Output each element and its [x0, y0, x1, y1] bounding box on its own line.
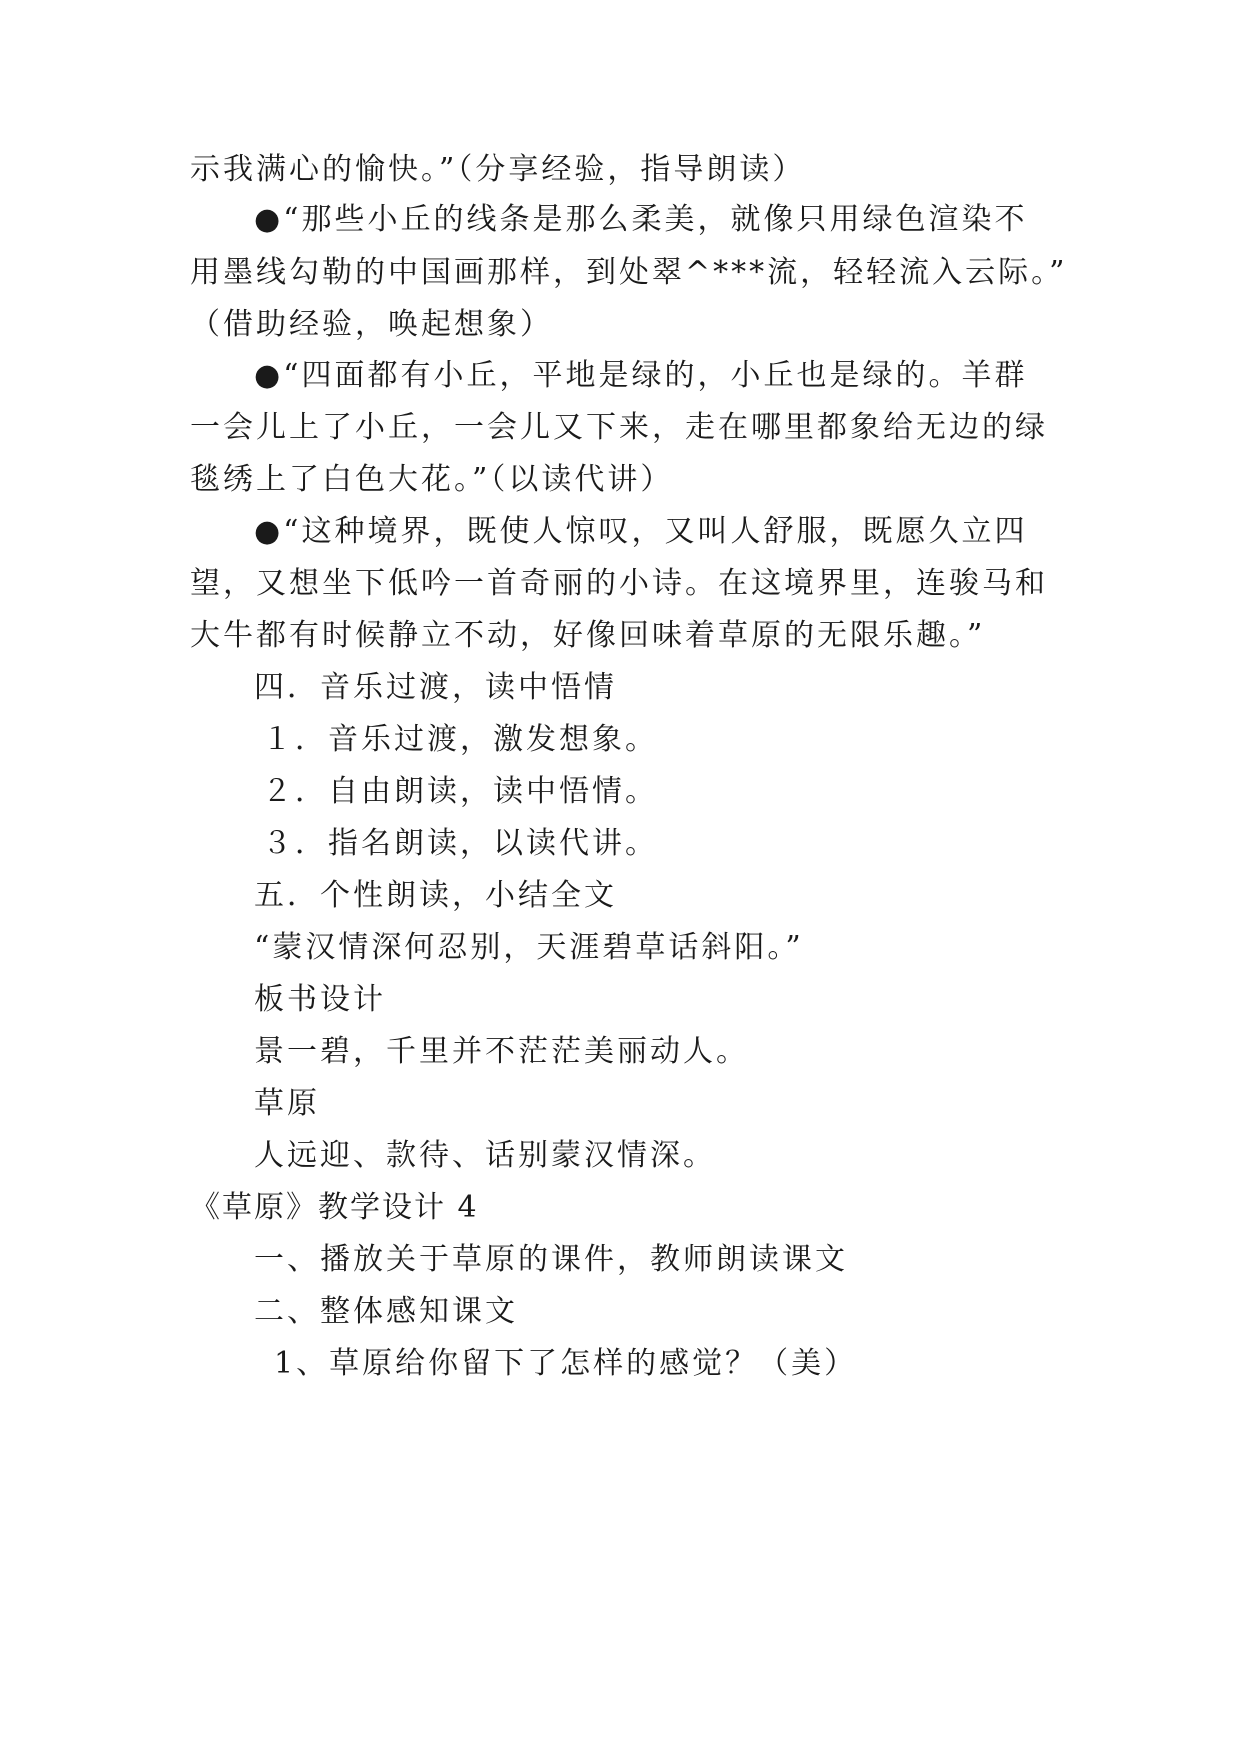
document-title: 《草原》教学设计 4 — [190, 1190, 479, 1225]
section-heading: 一、播放关于草原的课件，教师朗读课文 — [254, 1242, 848, 1277]
text-line: 毯绣上了白色大花。”（以读代讲） — [190, 462, 674, 497]
text-line: ●“四面都有小丘，平地是绿的，小丘也是绿的。羊群 — [254, 358, 1028, 393]
text-line: 板书设计 — [254, 982, 386, 1017]
text-line: 示我满心的愉快。”（分享经验，指导朗读） — [190, 152, 806, 187]
section-heading: 四．音乐过渡，读中悟情 — [254, 670, 617, 705]
list-item: １．音乐过渡，激发想象。 — [262, 722, 658, 757]
list-item: ３．指名朗读，以读代讲。 — [262, 826, 658, 861]
text-line: 景一碧，千里并不茫茫美丽动人。 — [254, 1034, 749, 1069]
text-line: 用墨线勾勒的中国画那样，到处翠^***流，轻轻流入云际。” — [190, 255, 1068, 290]
text-line: 一会儿上了小丘，一会儿又下来，走在哪里都象给无边的绿 — [190, 410, 1048, 445]
text-line: ●“这种境界，既使人惊叹，又叫人舒服，既愿久立四 — [254, 514, 1028, 549]
list-item: ２．自由朗读，读中悟情。 — [262, 774, 658, 809]
text-line: 人远迎、款待、话别蒙汉情深。 — [254, 1138, 716, 1173]
quote-line: “蒙汉情深何忍别，天涯碧草话斜阳。” — [254, 930, 804, 965]
list-item: 1、草原给你留下了怎样的感觉？（美） — [274, 1346, 858, 1381]
text-line: ●“那些小丘的线条是那么柔美，就像只用绿色渲染不 — [254, 202, 1028, 237]
text-line: 草原 — [254, 1086, 320, 1121]
text-line: （借助经验，唤起想象） — [190, 307, 553, 342]
section-heading: 五．个性朗读，小结全文 — [254, 878, 617, 913]
text-line: 大牛都有时候静立不动，好像回味着草原的无限乐趣。” — [190, 618, 986, 653]
text-line: 望，又想坐下低吟一首奇丽的小诗。在这境界里，连骏马和 — [190, 566, 1048, 601]
section-heading: 二、整体感知课文 — [254, 1294, 518, 1329]
